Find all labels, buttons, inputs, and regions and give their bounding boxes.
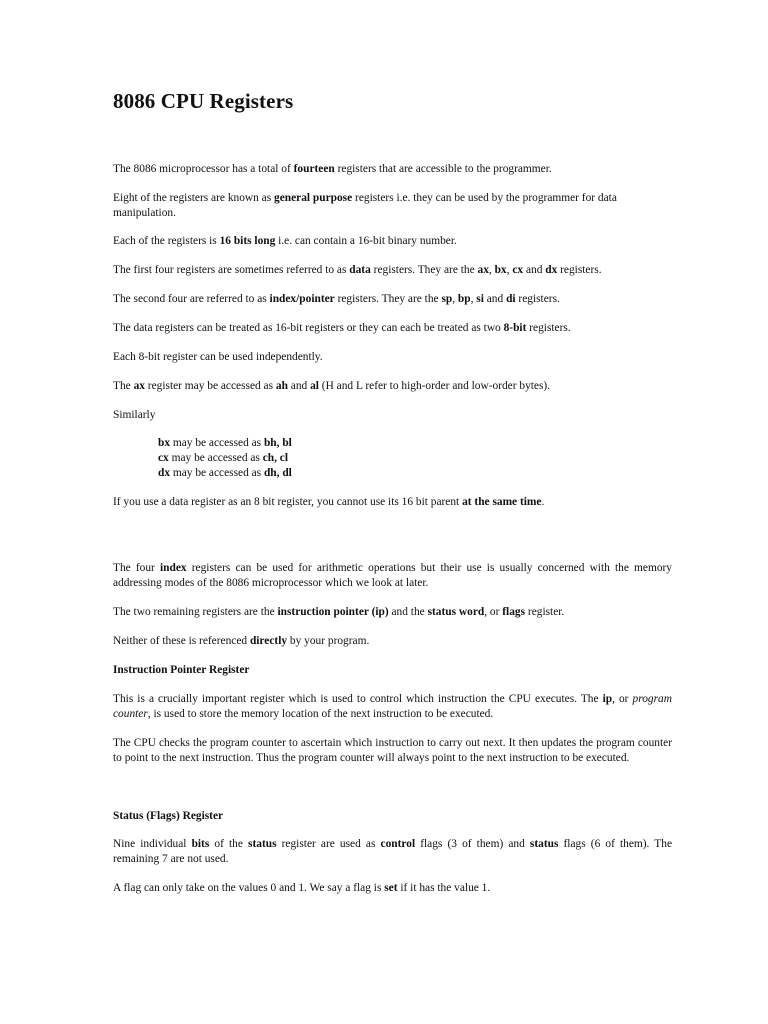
paragraph-ip-description: This is a crucially important register which is used to control which instruction the CPU executes. The ip, or program counter, is used to store the memory location of the next instruction to be executed. (113, 693, 672, 720)
paragraph-general-purpose: Eight of the registers are known as general purpose registers i.e. they can be used by the programmer for data manipulation. (113, 192, 617, 219)
page-title: 8086 CPU Registers (113, 89, 294, 113)
paragraph-flag-bits: Nine individual bits of the status register are used as control flags (3 of them) and status flags (6 of them). The remaining 7 are not used. (113, 838, 672, 865)
paragraph-same-time: If you use a data register as an 8 bit register, you cannot use its 16 bit parent at the same time. (113, 496, 545, 508)
paragraph-16-bits: Each of the registers is 16 bits long i.e. can contain a 16-bit binary number. (113, 235, 457, 247)
paragraph-independent: Each 8-bit register can be used independently. (113, 351, 323, 363)
paragraph-similarly: Similarly (113, 409, 156, 421)
paragraph-total-registers: The 8086 microprocessor has a total of fourteen registers that are accessible to the programmer. (113, 163, 552, 175)
paragraph-index-pointer: The second four are referred to as index/pointer registers. They are the sp, bp, si and di registers. (113, 293, 560, 305)
register-access-line: cx may be accessed as ch, cl (158, 452, 289, 464)
paragraph-remaining-registers: The two remaining registers are the instruction pointer (ip) and the status word, or flags register. (113, 606, 565, 618)
section-heading-status-flags: Status (Flags) Register (113, 810, 224, 822)
paragraph-program-counter: The CPU checks the program counter to ascertain which instruction to carry out next. It then updates the program counter to point to the next instruction. Thus the program counter will always point to the next instruction to be executed. (113, 737, 672, 764)
paragraph-flag-values: A flag can only take on the values 0 and 1. We say a flag is set if it has the value 1. (113, 882, 491, 894)
paragraph-8-bit: The data registers can be treated as 16-bit registers or they can each be treated as two 8-bit registers. (113, 322, 571, 334)
paragraph-index-registers: The four index registers can be used for arithmetic operations but their use is usually concerned with the memory addressing modes of the 8086 microprocessor which we look at later. (113, 562, 672, 589)
paragraph-data-registers: The first four registers are sometimes referred to as data registers. They are the ax, bx, cx and dx registers. (113, 264, 602, 276)
paragraph-ax-access: The ax register may be accessed as ah and al (H and L refer to high-order and low-order bytes). (113, 380, 551, 392)
section-heading-instruction-pointer: Instruction Pointer Register (113, 664, 250, 676)
register-access-line: dx may be accessed as dh, dl (158, 467, 292, 479)
paragraph-not-referenced: Neither of these is referenced directly by your program. (113, 635, 370, 647)
register-access-line: bx may be accessed as bh, bl (158, 437, 292, 449)
